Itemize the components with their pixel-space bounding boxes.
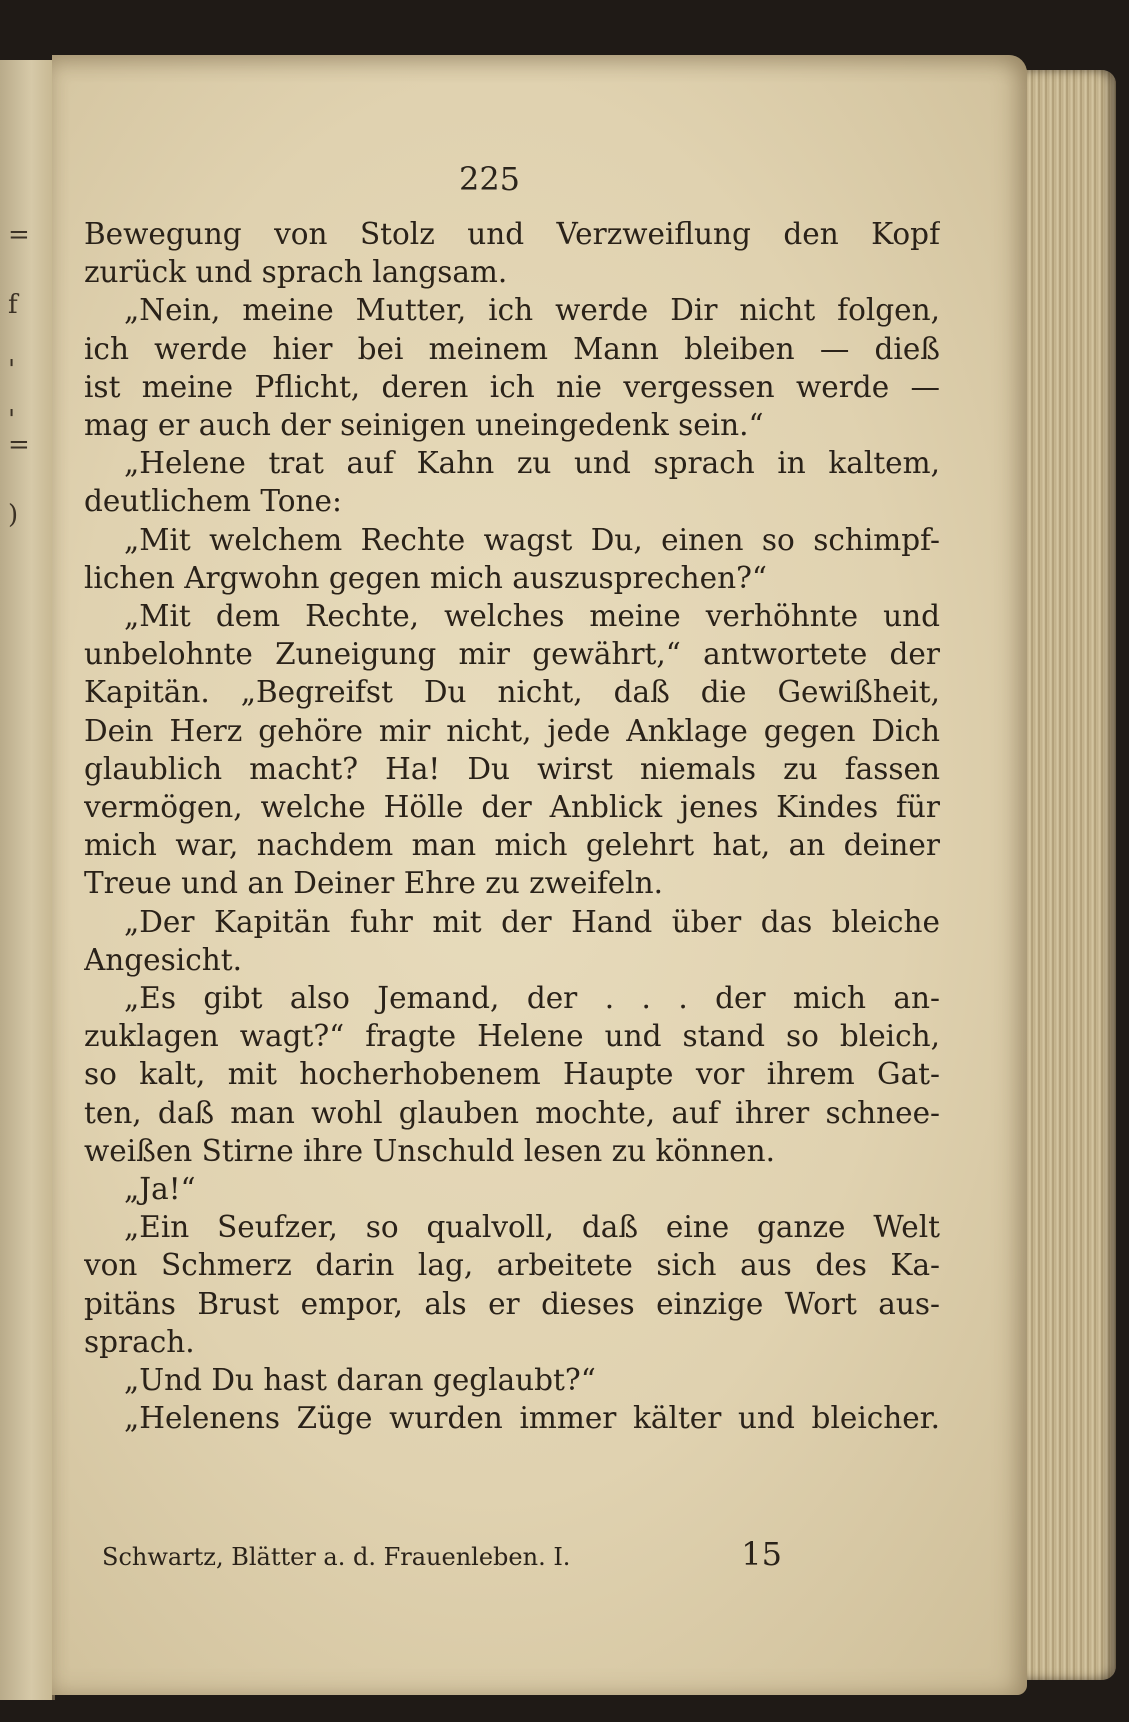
text-line: Kapitän. „Begreifst Du nicht, daß die Gewißheit,	[84, 675, 940, 710]
text-line: „Es gibt also Jemand, der . . . der mich an-	[124, 981, 940, 1016]
page-footer	[102, 1535, 902, 1573]
text-line: ist meine Pflicht, deren ich nie vergessen werde —	[84, 369, 940, 404]
body-text	[84, 215, 940, 1438]
text-line: ten, daß man wohl glauben mochte, auf ihrer schnee-	[84, 1095, 940, 1130]
text-line: von Schmerz darin lag, arbeitete sich aus des Ka-	[84, 1248, 940, 1283]
edge-mark: =	[8, 430, 30, 460]
text-line: „Und Du hast daran geglaubt?“	[124, 1363, 596, 1398]
edge-mark: '	[8, 405, 16, 435]
edge-mark: '	[8, 355, 16, 385]
text-line: unbelohnte Zuneigung mir gewährt,“ antwortete der	[84, 637, 940, 672]
text-line: „Nein, meine Mutter, ich werde Dir nicht folgen,	[124, 293, 940, 328]
edge-mark: =	[8, 220, 30, 250]
text-line: pitäns Brust empor, als er dieses einzige Wort aus-	[84, 1286, 940, 1321]
edge-mark: )	[8, 500, 19, 530]
book-page	[52, 55, 1027, 1695]
edge-mark: f	[8, 290, 18, 320]
text-line: Angesicht.	[84, 942, 242, 977]
previous-page-edge	[0, 60, 55, 1700]
page-number: 225	[458, 160, 521, 198]
text-line: Treue und an Deiner Ehre zu zweifeln.	[84, 866, 664, 901]
text-line: Dein Herz gehöre mir nicht, jede Anklage gegen Dich	[84, 713, 940, 748]
text-line: „Ja!“	[124, 1172, 196, 1207]
text-line: mag er auch der seinigen uneingedenk sein.“	[84, 408, 764, 443]
text-line: „Helene trat auf Kahn zu und sprach in kaltem,	[124, 446, 940, 481]
text-line: zurück und sprach langsam.	[84, 255, 508, 290]
text-line: „Helenens Züge wurden immer kälter und bleicher.	[124, 1401, 940, 1436]
text-line: „Mit welchem Rechte wagst Du, einen so schimpf-	[124, 522, 940, 557]
text-line: deutlichem Tone:	[84, 484, 342, 519]
text-line: mich war, nachdem man mich gelehrt hat, an deiner	[84, 828, 940, 863]
text-line: zuklagen wagt?“ fragte Helene und stand so bleich,	[84, 1019, 940, 1054]
text-line: ich werde hier bei meinem Mann bleiben — dieß	[84, 331, 940, 366]
page-stack-edge	[1020, 70, 1116, 1680]
text-line: sprach.	[84, 1324, 195, 1359]
text-line: vermögen, welche Hölle der Anblick jenes Kindes für	[84, 790, 940, 825]
text-line: so kalt, mit hocherhobenem Haupte vor ihrem Gat-	[84, 1057, 940, 1092]
text-line: „Mit dem Rechte, welches meine verhöhnte und	[124, 599, 940, 634]
text-line: lichen Argwohn gegen mich auszusprechen?“	[84, 560, 767, 595]
signature-text: Schwartz, Blätter a. d. Frauenleben. I.	[102, 1543, 571, 1571]
text-line: „Ein Seufzer, so qualvoll, daß eine ganze Welt	[124, 1210, 940, 1245]
signature-number: 15	[741, 1535, 782, 1573]
text-line: „Der Kapitän fuhr mit der Hand über das bleiche	[124, 904, 940, 939]
text-line: glaublich macht? Ha! Du wirst niemals zu fassen	[84, 751, 940, 786]
text-line: Bewegung von Stolz und Verzweiflung den Kopf	[84, 217, 940, 251]
text-line: weißen Stirne ihre Unschuld lesen zu können.	[84, 1133, 775, 1168]
